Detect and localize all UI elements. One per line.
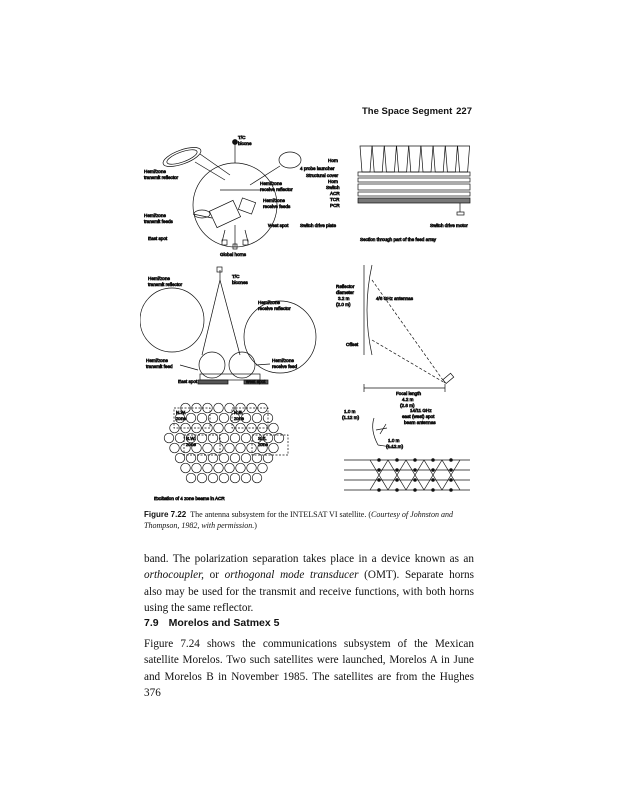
waveguide-node <box>414 489 417 492</box>
waveguide-node <box>432 469 435 472</box>
paragraph-omt <box>144 551 474 616</box>
waveguide-node <box>450 469 453 472</box>
feed-horn-circle <box>236 423 246 433</box>
label-focal3: (2.6 m) <box>400 403 415 408</box>
waveguide-node <box>432 489 435 492</box>
caption-text: The antenna subsystem for the INTELSAT VI satellite. ( <box>190 510 372 519</box>
feed-horn-circle <box>208 433 218 443</box>
label-switch-motor: Switch drive motor <box>430 223 468 228</box>
label-hemi-tx-feeds2: transmit feeds <box>144 219 173 224</box>
feed-horn-circle <box>192 423 202 433</box>
feed-horn-circle <box>208 453 218 463</box>
p1-text-a: band. The polarization separation takes place in a device known as an <box>144 553 474 565</box>
label-acr: ACR <box>330 191 340 196</box>
label-switch-plate: Switch drive plate <box>300 223 337 228</box>
feed-horn-circle <box>164 433 174 443</box>
feed-horn-circle <box>186 453 196 463</box>
page-number: 227 <box>456 106 472 117</box>
label-tc2: T/C <box>232 274 240 279</box>
label-d1: 1.0 m <box>344 409 356 414</box>
label-hemi-tx-refl-b: Hemi/zone <box>148 276 170 281</box>
running-header <box>362 106 472 117</box>
waveguide-node <box>432 459 435 462</box>
p1-text-c: (OMT). Separate horns also may be used for the transmit and receive functions, with both horns using the same reflector. <box>144 569 474 614</box>
waveguide-node <box>450 479 453 482</box>
feed-horn-circle <box>181 463 191 473</box>
caption-close: ) <box>254 520 257 530</box>
feed-horn-circle <box>214 463 224 473</box>
feed-horn-circle <box>230 433 240 443</box>
paragraph-morelos: Figure 7.24 shows the communications subsystem of the Mexican satellite Morelos. Two such satellites were launched, Morelos A in June and Morelos B in November 1985. The satellites are from the Hughes 376 <box>144 638 474 699</box>
label-horn: Horn <box>328 158 338 163</box>
feed-horn-circle <box>197 473 207 483</box>
feed-horn-circle <box>225 443 235 453</box>
label-refl-diam3: 3.2 m <box>338 296 350 301</box>
feed-horn-circle <box>252 453 262 463</box>
feed-horn-circle <box>247 463 257 473</box>
label-refl-diam4: (2.0 m) <box>336 302 351 307</box>
feed-horn-circle <box>241 453 251 463</box>
label-d2b: (1.12 m) <box>386 444 404 449</box>
feed-horn <box>397 146 409 172</box>
label-east-spot: East spot <box>148 236 168 241</box>
label-hemi-rx-refl-b2: receive reflector <box>258 306 291 311</box>
label-tcr: TCR <box>330 197 340 202</box>
feed-horn-circle <box>219 473 229 483</box>
waveguide-node <box>450 489 453 492</box>
figure-number: Figure 7.22 <box>144 510 187 519</box>
section-heading <box>144 617 279 629</box>
feed-horn-circle <box>247 443 257 453</box>
label-excitation: Excitation of 4 zone beams in ACR <box>154 496 225 501</box>
reflector-geometry <box>364 265 454 392</box>
feed-horn-circle <box>241 433 251 443</box>
label-ghz: 14/11 GHz <box>410 408 432 413</box>
feed-horn-circle <box>230 453 240 463</box>
label-hemi-rx-feeds: Hemi/zone <box>263 198 285 203</box>
feed-horn-circle <box>197 453 207 463</box>
feed-horn-circle <box>175 433 185 443</box>
waveguide-node <box>432 479 435 482</box>
feed-horn <box>384 146 396 172</box>
feed-horn-circle <box>236 463 246 473</box>
label-hemi-rx-feed-b: Hemi/zone <box>272 358 294 363</box>
label-hemi-rx-refl2: receive reflector <box>260 187 293 192</box>
label-hemi-rx-feeds2: receive feeds <box>263 204 291 209</box>
feed-horn-circle <box>214 443 224 453</box>
label-probe: 4 probe launcher <box>300 166 335 171</box>
label-zone-se: zone <box>258 442 268 447</box>
feed-horn-circle <box>269 423 279 433</box>
feed-horn-circle <box>203 443 213 453</box>
label-west-spot-b: west spot <box>246 379 266 384</box>
feed-horn-circle <box>175 453 185 463</box>
antenna-diagram <box>140 130 475 505</box>
feed-horn-circle <box>274 433 284 443</box>
caption-credit: Courtesy of Johnston and Thompson, 1982, with permission. <box>144 510 454 530</box>
waveguide-node <box>414 469 417 472</box>
label-hemi-tx-feed-b2: transmit feed <box>146 364 173 369</box>
feed-horn-circle <box>219 453 229 463</box>
label-horn2: Horn <box>328 179 338 184</box>
label-d1b: (1.12 m) <box>342 415 360 420</box>
label-nw: N.W. <box>176 410 186 415</box>
feed-horn-circle <box>197 413 207 423</box>
feed-horn-circle <box>247 423 257 433</box>
feed-horn-circle <box>241 473 251 483</box>
feed-horn-circle <box>214 403 224 413</box>
label-hemi-tx-refl: Hemi/zone <box>144 169 166 174</box>
label-hemi-tx-feed-b: Hemi/zone <box>146 358 168 363</box>
label-east-spot-b: East spot <box>178 379 198 384</box>
feed-horn-circle <box>225 463 235 473</box>
waveguide-node <box>378 469 381 472</box>
feed-horn-circle <box>186 413 196 423</box>
feed-horn-circle <box>197 433 207 443</box>
p1-text-b: or <box>203 569 225 582</box>
feed-horn-circle <box>208 473 218 483</box>
label-zone-ne: zone <box>234 416 244 421</box>
header-title: The Space Segment <box>362 106 453 117</box>
label-hemi-rx-refl-b: Hemi/zone <box>258 300 280 305</box>
feed-horn-circle <box>203 423 213 433</box>
label-switch: Switch <box>326 185 340 190</box>
feed-horn-circle <box>263 453 273 463</box>
feed-horn-circle <box>192 463 202 473</box>
figure-caption <box>144 510 474 531</box>
antenna-perspective-drawing <box>161 140 301 250</box>
feed-horn <box>409 146 421 172</box>
label-global-horns: Global horns <box>220 252 247 257</box>
label-struct-cover: Structural cover <box>306 173 339 178</box>
feed-horn-circle <box>170 443 180 453</box>
label-d2: 1.0 m <box>388 438 400 443</box>
feed-horn-circle <box>208 413 218 423</box>
feed-horn-circle <box>186 473 196 483</box>
label-west-spot: West spot <box>268 223 289 228</box>
feed-horn-circle <box>252 473 262 483</box>
label-ghz2: east (west) spot <box>402 414 435 419</box>
feed-horn-circle <box>230 473 240 483</box>
feed-horn-circle <box>236 443 246 453</box>
feed-horn-circle <box>219 433 229 443</box>
label-se: S.E. <box>258 436 267 441</box>
label-focal: Focal length <box>396 391 422 396</box>
label-refl-diam: Reflector <box>336 284 355 289</box>
label-hemi-rx-feed-b2: receive feed <box>272 364 298 369</box>
waveguide-node <box>396 479 399 482</box>
feed-horn-circle <box>258 463 268 473</box>
waveguide-node <box>396 459 399 462</box>
p1-term-orthocoupler: orthocoupler, <box>144 569 204 582</box>
label-ghz3: beam antennas <box>404 420 436 425</box>
p1-term-omt: orthogonal mode transducer <box>224 569 359 582</box>
label-ne: N.E. <box>234 410 243 415</box>
section-title: Morelos and Satmex 5 <box>168 617 280 629</box>
feed-array-section <box>358 146 470 215</box>
feed-horn <box>360 146 372 172</box>
label-offset: Offset <box>346 342 359 347</box>
waveguide-node <box>414 479 417 482</box>
label-zone-sw: zone <box>186 442 196 447</box>
feed-horn <box>421 146 433 172</box>
waveguide-node <box>414 459 417 462</box>
label-tc1b: bicone <box>238 141 252 146</box>
label-sw: S.W. <box>186 436 196 441</box>
label-focal2: 4.2 m <box>402 397 414 402</box>
waveguide-node <box>396 469 399 472</box>
feed-horn <box>458 146 470 172</box>
label-hemi-tx-feeds: Hemi/zone <box>144 213 166 218</box>
label-hemi-rx-refl: Hemi/zone <box>260 181 282 186</box>
label-tc2b: bicones <box>232 280 248 285</box>
feed-horn-circle <box>258 403 268 413</box>
label-zone-nw: zone <box>176 416 186 421</box>
label-section: Section through part of the feed array <box>360 237 437 242</box>
label-hemi-tx-refl-b2: transmit reflector <box>148 282 183 287</box>
section-number: 7.9 <box>144 617 159 629</box>
feed-horn-circle <box>214 423 224 433</box>
waveguide-node <box>378 459 381 462</box>
waveguide-node <box>450 459 453 462</box>
feed-horn <box>445 146 457 172</box>
feed-horn <box>372 146 384 172</box>
waveguide-node <box>396 489 399 492</box>
feed-horn-circle <box>269 443 279 453</box>
label-hemi-tx-refl2: transmit reflector <box>144 175 179 180</box>
waveguide-network <box>344 459 470 492</box>
feed-horn-circle <box>252 413 262 423</box>
waveguide-node <box>378 479 381 482</box>
label-tc1: T/C <box>238 135 246 140</box>
feed-horn-circle <box>219 413 229 423</box>
feed-horn-circle <box>203 463 213 473</box>
feed-horn <box>433 146 445 172</box>
waveguide-node <box>378 489 381 492</box>
label-refl-diam2: diameter <box>336 290 354 295</box>
label-ant46: 4/6 GHz antennas <box>376 296 414 301</box>
label-pcr: PCR <box>330 203 340 208</box>
antenna-figure <box>140 130 475 505</box>
